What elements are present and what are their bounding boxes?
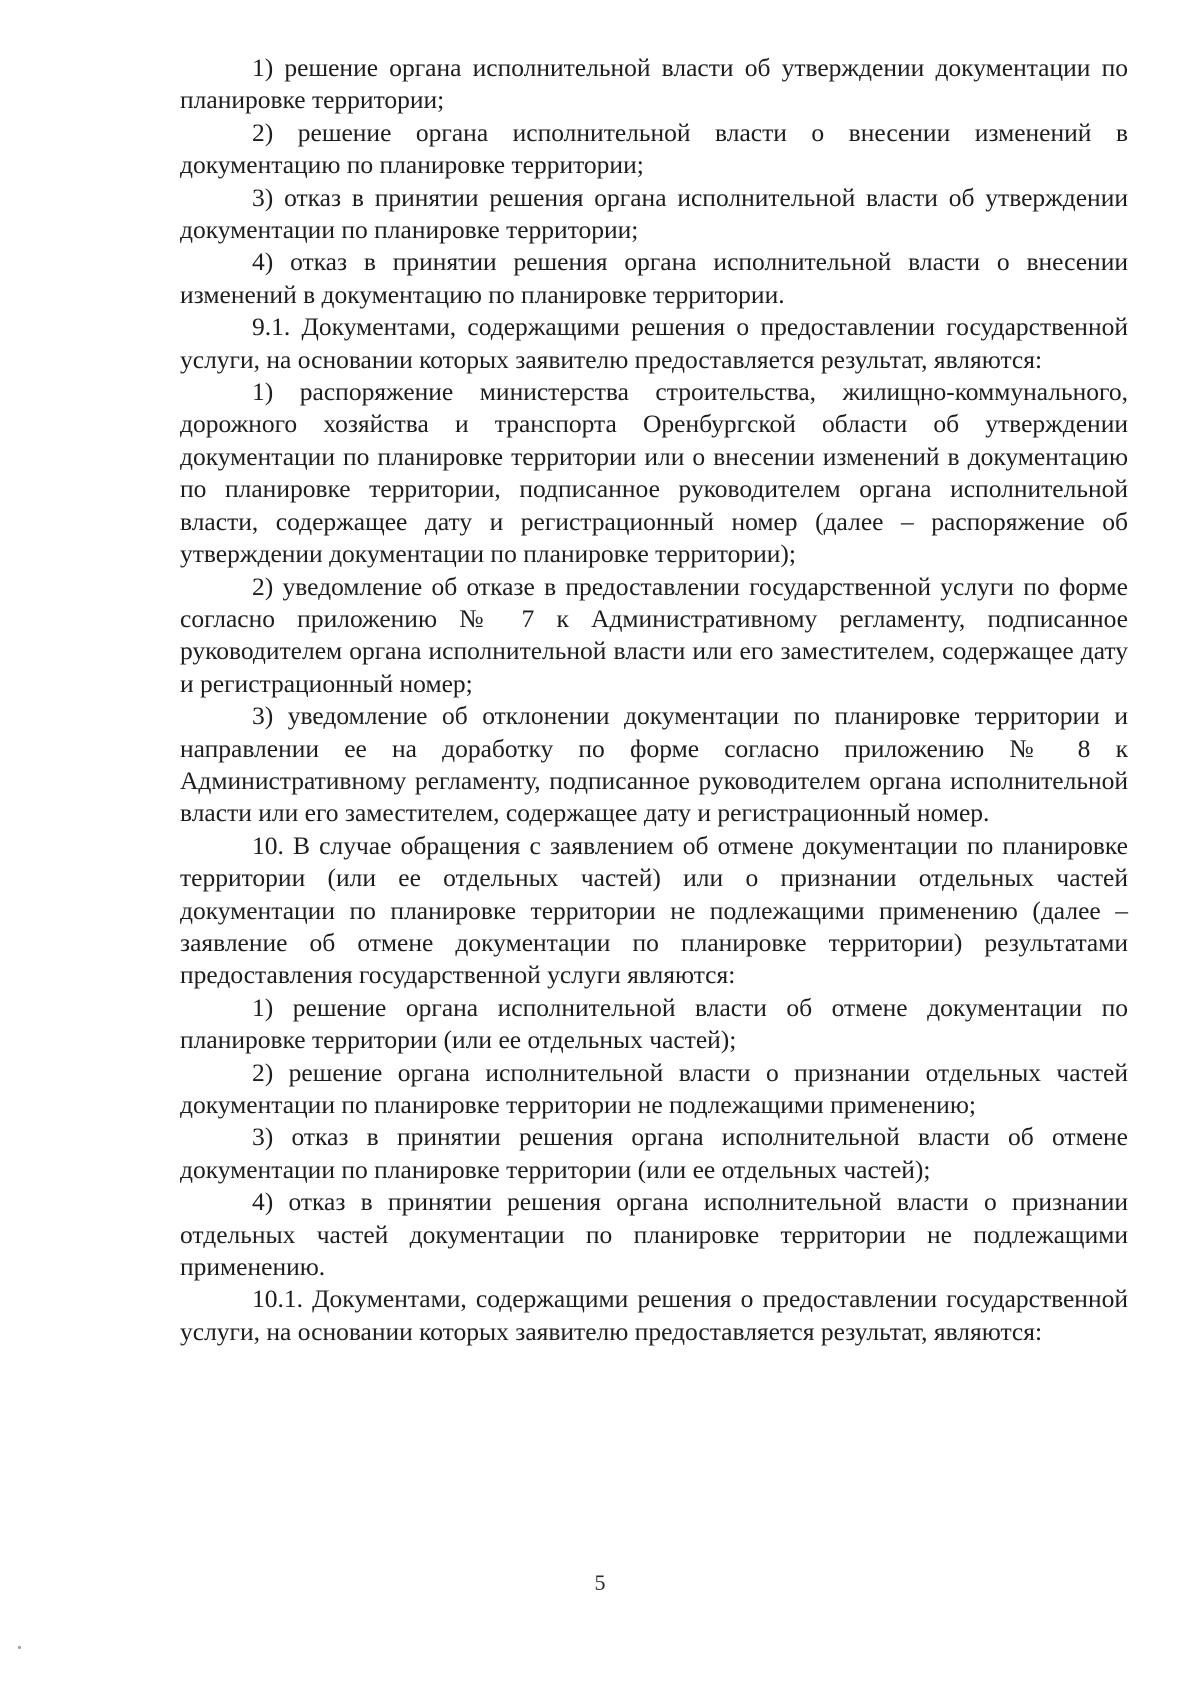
paragraph-item-1-approval: 1) решение органа исполнительной власти об утверждении документации по планировке территории; bbox=[180, 53, 1128, 115]
scan-artifact-dot bbox=[18, 1646, 21, 1649]
paragraph-9-1-item-3: 3) уведомление об отклонении документации по планировке территории и направлении ее на доработку по форме согласно приложению № 8 к Административному регламенту, подписанное руководителем органа исполнительной власти или его заместителем, содержащее дату и регистрационный номер. bbox=[180, 701, 1128, 828]
paragraph-10: 10. В случае обращения с заявлением об отмене документации по планировке территории (или ее отдельных частей) или о признании отдельных частей документации по планировке территории не подлежащими применению (далее – заявление об отмене документации по планировке территории) результатами предоставления государственной услуги являются: bbox=[180, 830, 1128, 990]
paragraph-9-1: 9.1. Документами, содержащими решения о предоставлении государственной услуги, на основании которых заявителю предоставляется результат, являются: bbox=[180, 312, 1128, 374]
paragraph-10-item-2: 2) решение органа исполнительной власти о признании отдельных частей документации по планировке территории не подлежащими применению; bbox=[180, 1057, 1128, 1119]
paragraph-10-item-4: 4) отказ в принятии решения органа исполнительной власти о признании отдельных частей документации по планировке территории не подлежащими применению. bbox=[180, 1187, 1128, 1282]
page-number: 5 bbox=[594, 1570, 606, 1595]
paragraph-10-item-1: 1) решение органа исполнительной власти об отмене документации по планировке территории (или ее отдельных частей); bbox=[180, 992, 1128, 1055]
paragraph-10-1: 10.1. Документами, содержащими решения о предоставлении государственной услуги, на основании которых заявителю предоставляется результат, являются: bbox=[180, 1284, 1128, 1346]
paragraph-9-1-item-2: 2) уведомление об отказе в предоставлении государственной услуги по форме согласно приложению № 7 к Административному регламенту, подписанное руководителем органа исполнительной власти или его заместителем, содержащее дату и регистрационный номер; bbox=[180, 571, 1128, 698]
paragraph-item-4-refusal-amendment: 4) отказ в принятии решения органа исполнительной власти о внесении изменений в документацию по планировке территории. bbox=[180, 247, 1128, 309]
document-body bbox=[180, 52, 1128, 1348]
paragraph-9-1-item-1: 1) распоряжение министерства строительства, жилищно-коммунального, дорожного хозяйства и транспорта Оренбургской области об утверждении документации по планировке территории или о внесении изменений в документацию по планировке территории, подписанное руководителем органа исполнительной власти, содержащее дату и регистрационный номер (далее – распоряжение об утверждении документации по планировке территории); bbox=[180, 377, 1128, 569]
paragraph-item-3-refusal-approval: 3) отказ в принятии решения органа исполнительной власти об утверждении документации по планировке территории; bbox=[180, 182, 1128, 245]
paragraph-10-item-3: 3) отказ в принятии решения органа исполнительной власти об отмене документации по планировке территории (или ее отдельных частей); bbox=[180, 1122, 1128, 1184]
paragraph-item-2-amendment: 2) решение органа исполнительной власти о внесении изменений в документацию по планировке территории; bbox=[180, 117, 1128, 180]
